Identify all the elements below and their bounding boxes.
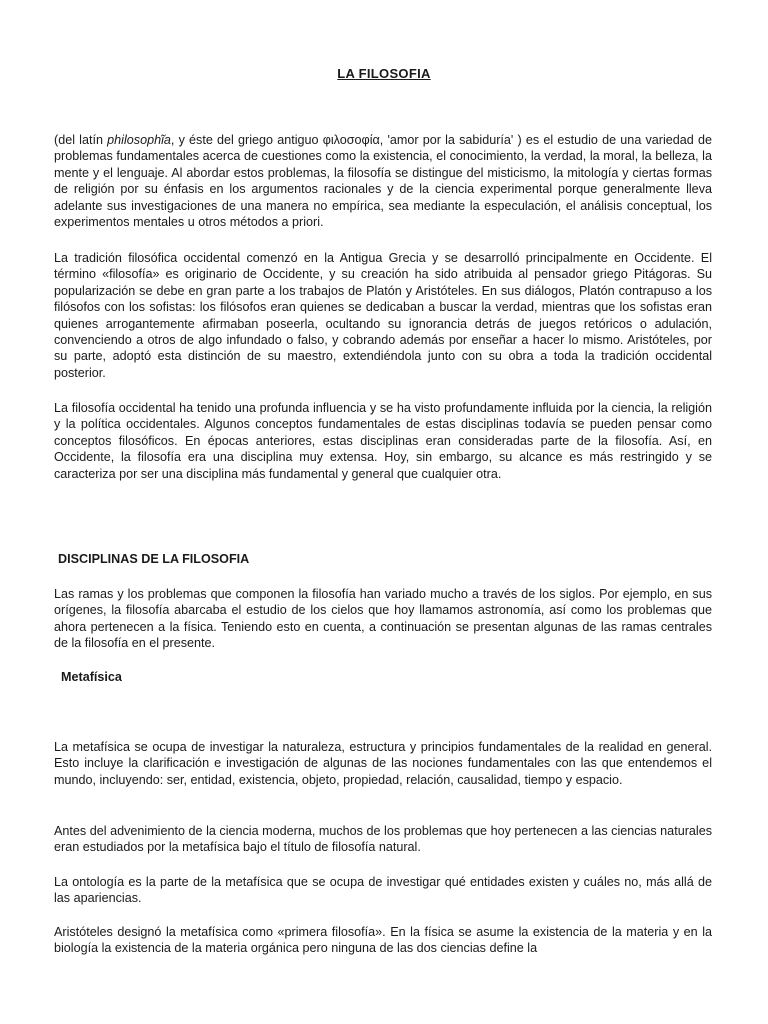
natural-philosophy-paragraph: Antes del advenimiento de la ciencia moderna, muchos de los problemas que hoy pertenecen a las ciencias naturales eran estudiados por la metafísica bajo el título de filosofía natural. (54, 824, 712, 855)
branches-paragraph: Las ramas y los problemas que componen la filosofía han variado mucho a través de los siglos. Por ejemplo, en sus orígenes, la filosofía abarcaba el estudio de los cielos que hoy llamamos astronomía, así como los problemas que ahora pertenecen a la física. Teniendo esto en cuenta, a continuación se presentan algunas de las ramas centrales de la filosofía en el presente. (54, 587, 712, 651)
intro-paragraph (54, 132, 712, 230)
document-title: LA FILOSOFIA (337, 66, 431, 81)
metaphysics-heading: Metafísica (61, 670, 122, 684)
intro-italic-term: philosophĩa (107, 133, 171, 147)
influence-paragraph: La filosofía occidental ha tenido una profunda influencia y se ha visto profundamente influida por la ciencia, la religión y la política occidentales. Algunos conceptos fundamentales de estas disciplinas todavía se pueden pensar como conceptos filosóficos. En épocas anteriores, estas disciplinas eran consideradas parte de la filosofía. Así, en Occidente, la filosofía era una disciplina muy extensa. Hoy, sin embargo, su alcance es más restringido y se caracteriza por ser una disciplina más fundamental y general que cualquier otra. (54, 401, 712, 481)
disciplines-heading: DISCIPLINAS DE LA FILOSOFIA (58, 552, 250, 566)
ontology-paragraph: La ontología es la parte de la metafísica que se ocupa de investigar qué entidades existen y cuáles no, más allá de las apariencias. (54, 875, 712, 906)
aristotle-paragraph: Aristóteles designó la metafísica como «primera filosofía». En la física se asume la existencia de la materia y en la biología la existencia de la materia orgánica pero ninguna de las dos ciencias define la (54, 925, 712, 956)
tradition-paragraph: La tradición filosófica occidental comenzó en la Antigua Grecia y se desarrolló principalmente en Occidente. El término «filosofía» es originario de Occidente, y su creación ha sido atribuida al pensador griego Pitágoras. Su popularización se debe en gran parte a los trabajos de Platón y Aristóteles. En sus diálogos, Platón contrapuso a los filósofos con los sofistas: los filósofos eran quienes se dedicaban a buscar la verdad, mientras que los sofistas eran quienes arrogantemente afirmaban poseerla, ocultando su ignorancia detrás de juegos retóricos o adulación, convenciendo a otros de algo infundado o falso, y cobrando además por enseñar a hacer lo mismo. Aristóteles, por su parte, adoptó esta distinción de su maestro, extendiéndola junto con su obra a toda la tradición occidental posterior. (54, 251, 712, 380)
intro-text-start: (del latín (54, 133, 108, 147)
metaphysics-paragraph: La metafísica se ocupa de investigar la naturaleza, estructura y principios fundamentales de la realidad en general. Esto incluye la clarificación e investigación de algunas de las nociones fundamentales con las que entendemos el mundo, incluyendo: ser, entidad, existencia, objeto, propiedad, relación, causalidad, tiempo y espacio. (54, 740, 712, 787)
intro-text-rest: , y éste del griego antiguo φιλοσοφία, 'amor por la sabiduría' ) es el estudio de una variedad de problemas fundamentales acerca de cuestiones como la existencia, el conocimiento, la verdad, la moral, la belleza, la mente y el lenguaje. Al abordar estos problemas, la filosofía se distingue del misticismo, la mitología y ciertas formas de religión por su énfasis en los argumentos racionales y de la ciencia experimental porque generalmente lleva adelante sus investigaciones de una manera no empírica, sea mediante la especulación, el análisis conceptual, los experimentos mentales u otros métodos a priori. (54, 133, 712, 230)
